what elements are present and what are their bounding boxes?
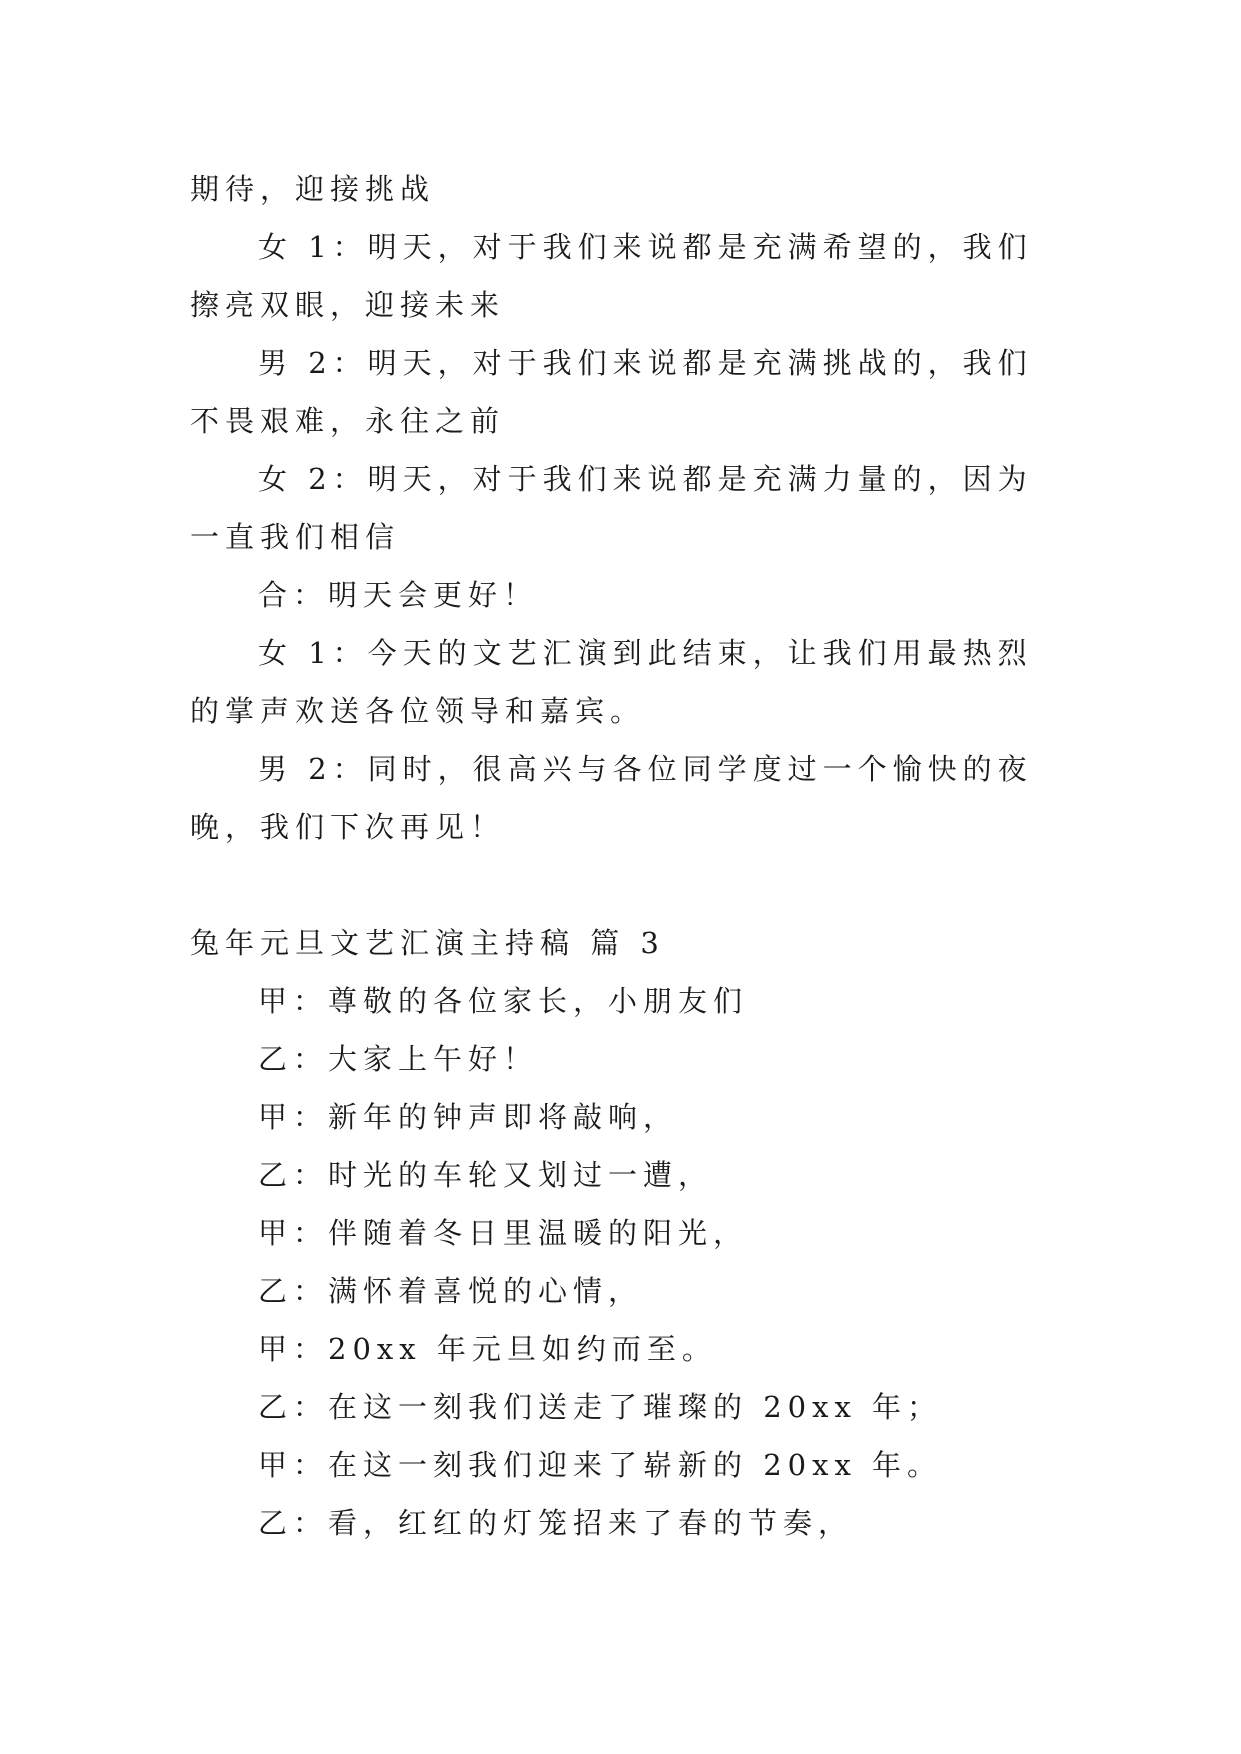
paragraph: 女 1：今天的文艺汇演到此结束，让我们用最热烈的掌声欢送各位领导和嘉宾。 — [190, 636, 1033, 728]
section-heading: 兔年元旦文艺汇演主持稿 篇 3 — [190, 926, 665, 960]
dialogue-line: 乙：满怀着喜悦的心情， — [258, 1274, 644, 1308]
dialogue-line: 甲：20xx 年元旦如约而至。 — [258, 1332, 717, 1366]
dialogue-line: 乙：时光的车轮又划过一遭， — [258, 1158, 714, 1192]
dialogue-line: 甲：新年的钟声即将敲响， — [258, 1100, 679, 1134]
paragraph: 女 2：明天，对于我们来说都是充满力量的，因为一直我们相信 — [190, 462, 1033, 554]
paragraph: 期待，迎接挑战 — [190, 172, 436, 206]
dialogue-line: 乙：在这一刻我们送走了璀璨的 20xx 年； — [258, 1390, 943, 1424]
dialogue-line: 乙：看，红红的灯笼招来了春的节奏， — [258, 1506, 854, 1540]
document-page — [190, 160, 1050, 1552]
section-2 — [190, 972, 1050, 1552]
dialogue-line: 乙：大家上午好！ — [258, 1042, 539, 1076]
paragraph: 合：明天会更好！ — [258, 578, 539, 612]
dialogue-line: 甲：在这一刻我们迎来了崭新的 20xx 年。 — [258, 1448, 943, 1482]
paragraph: 女 1：明天，对于我们来说都是充满希望的，我们擦亮双眼，迎接未来 — [190, 230, 1033, 322]
dialogue-line: 甲：伴随着冬日里温暖的阳光， — [258, 1216, 749, 1250]
section-1 — [190, 160, 1050, 856]
paragraph: 男 2：明天，对于我们来说都是充满挑战的，我们不畏艰难，永往之前 — [190, 346, 1033, 438]
dialogue-line: 甲：尊敬的各位家长，小朋友们 — [258, 984, 749, 1018]
paragraph: 男 2：同时，很高兴与各位同学度过一个愉快的夜晚，我们下次再见！ — [190, 752, 1033, 844]
